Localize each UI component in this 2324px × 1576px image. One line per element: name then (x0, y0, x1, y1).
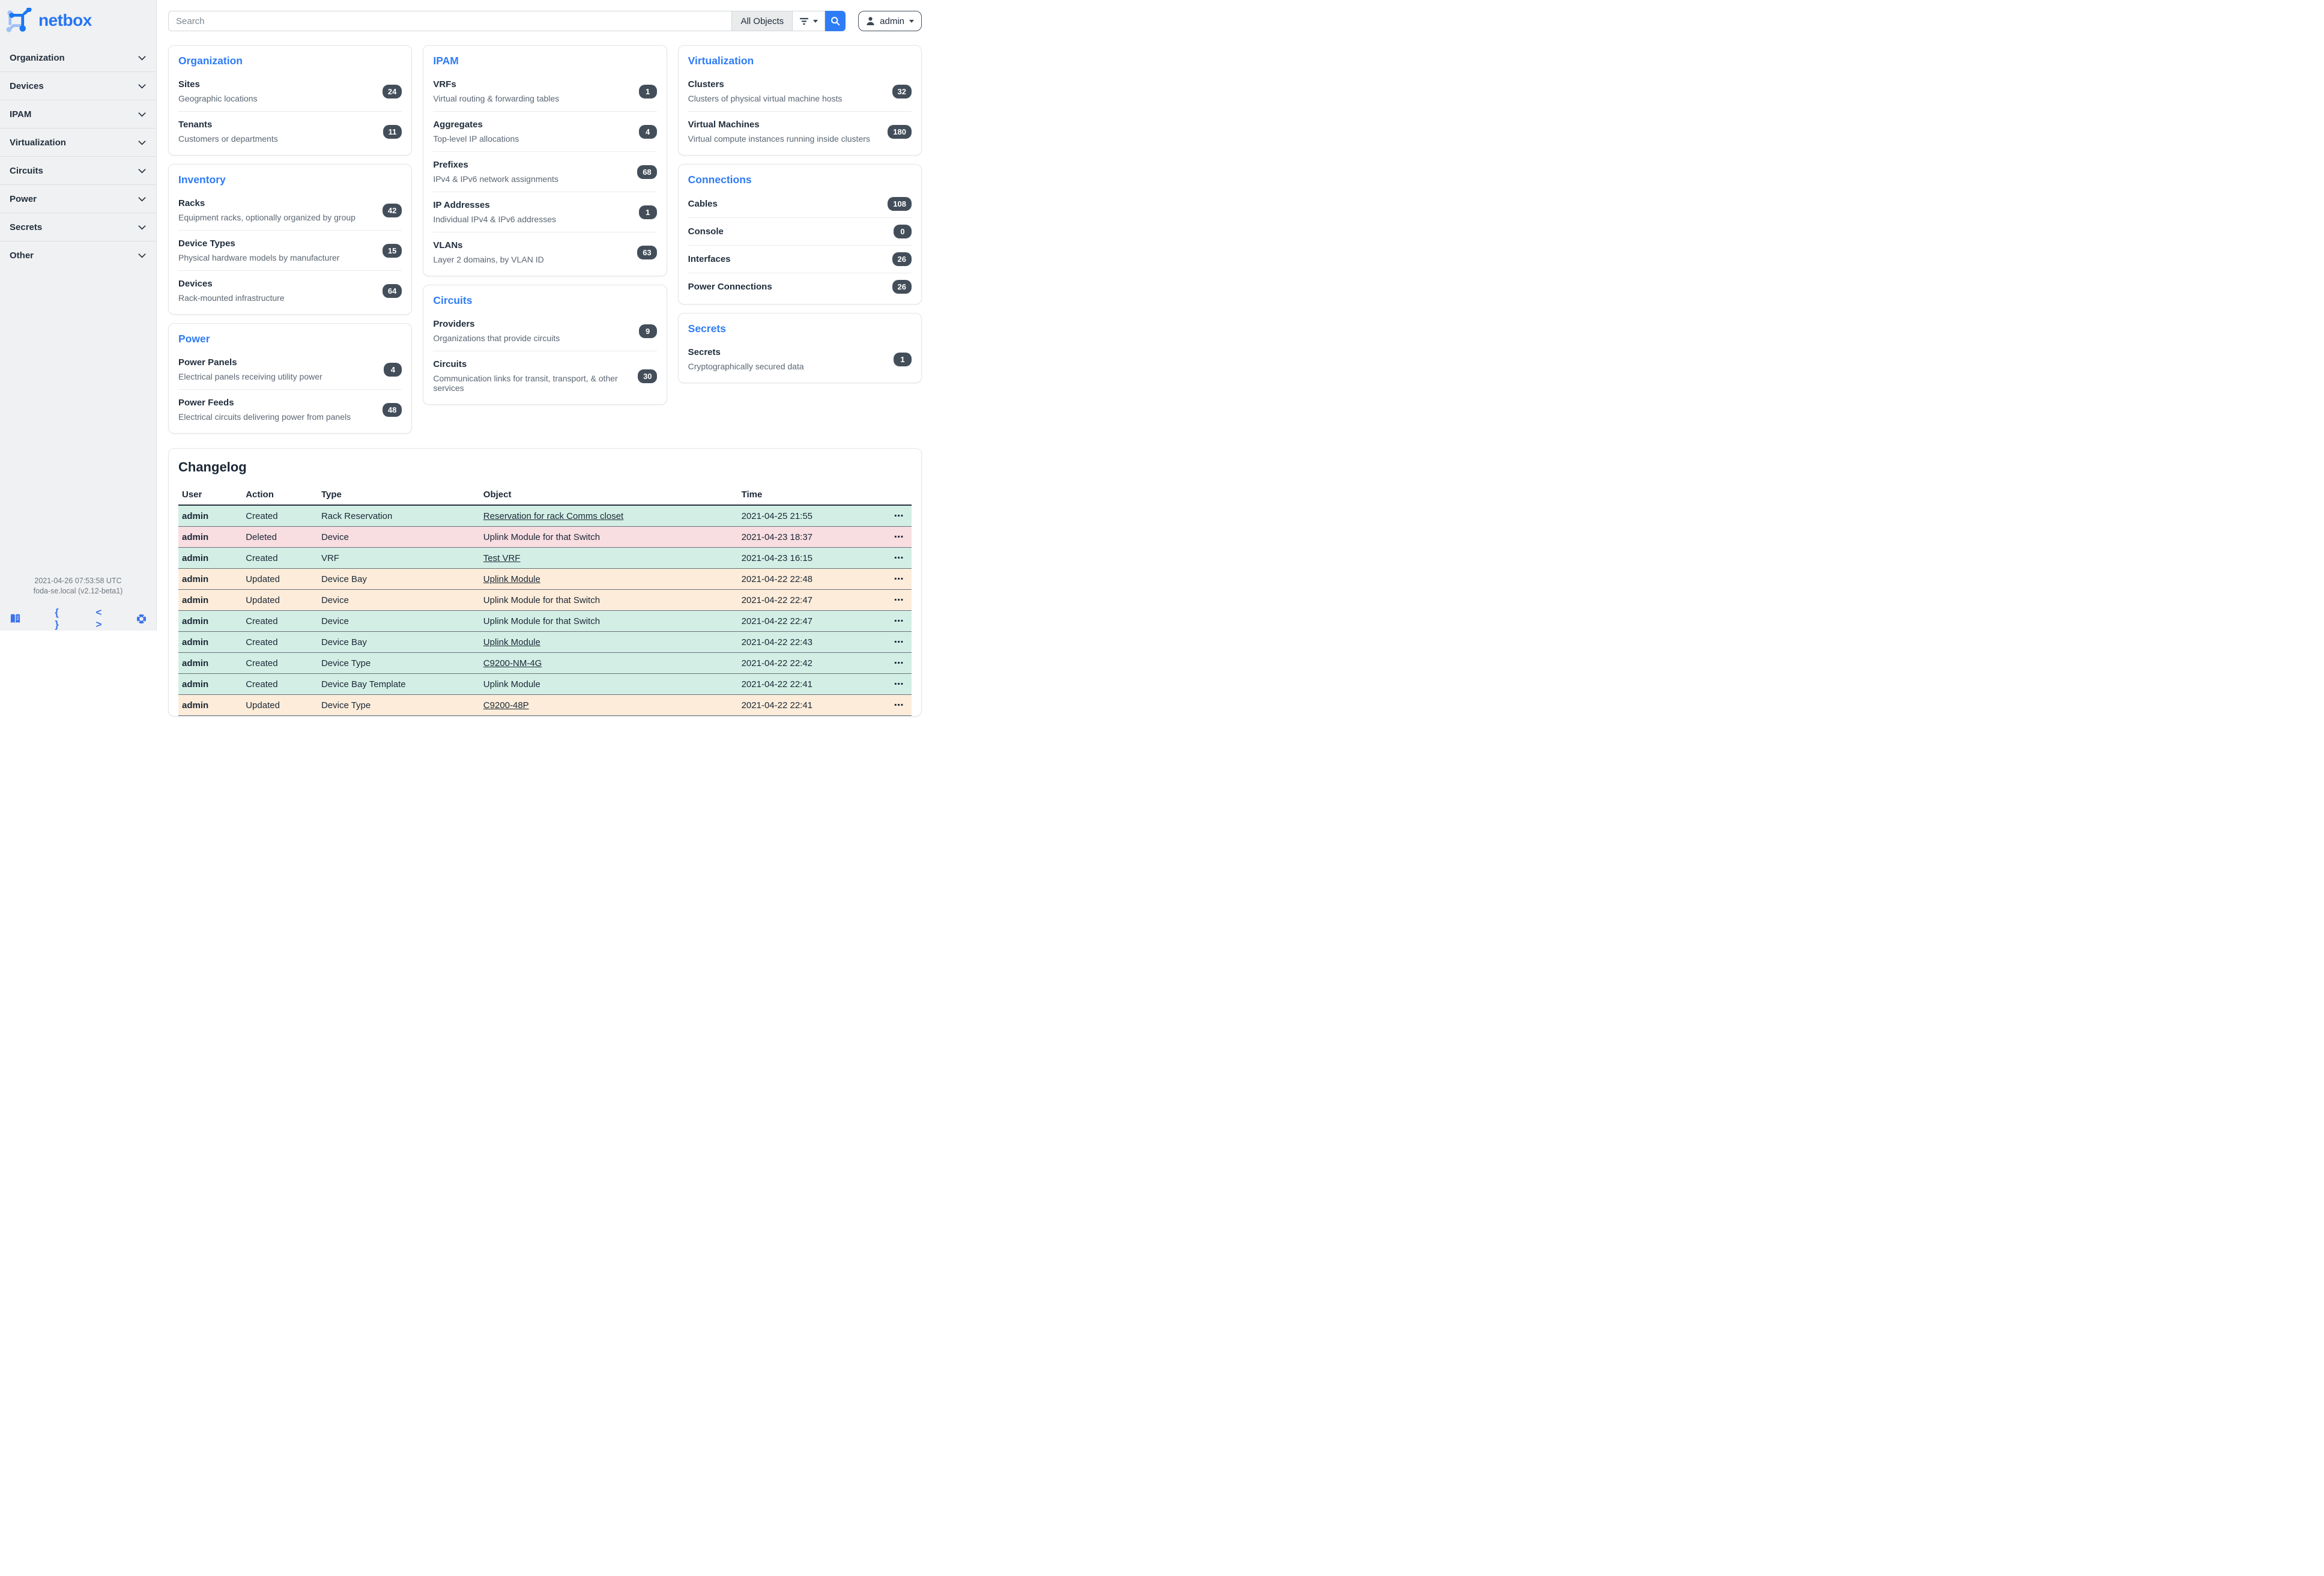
user-icon (866, 16, 875, 26)
list-item (178, 270, 402, 311)
panel-title: Power (178, 333, 210, 345)
sidebar-item-other[interactable] (0, 241, 156, 269)
panel-title: Secrets (688, 323, 726, 335)
filter-icon (799, 17, 809, 25)
changelog-action: Deleted (242, 527, 318, 548)
search-scope-button[interactable] (731, 11, 793, 31)
item-link-racks[interactable]: Racks (178, 198, 205, 208)
server-host-version: foda-se.local (v2.12-beta1) (33, 587, 123, 596)
changelog-action: Created (242, 632, 318, 653)
item-description: Virtual routing & forwarding tables (433, 94, 560, 103)
changelog-user: admin (178, 527, 242, 548)
chevron-down-icon (138, 223, 147, 232)
changelog-action: Created (242, 653, 318, 674)
sidebar-item-label: Organization (10, 52, 65, 63)
list-item (178, 190, 402, 230)
panel-circuits (423, 285, 667, 405)
count-badge[interactable]: 4 (639, 125, 657, 139)
changelog-action: Created (242, 674, 318, 695)
item-link-cables[interactable]: Cables (688, 199, 718, 209)
changelog-action: Created (242, 548, 318, 569)
changelog-type: Device Type (318, 695, 480, 716)
logo-text: netbox (38, 11, 92, 29)
count-badge[interactable]: 30 (638, 369, 657, 383)
sidebar (0, 0, 157, 631)
row-menu-button[interactable]: ⋯ (886, 632, 912, 653)
panel-ipam (423, 45, 667, 276)
panel-title: Connections (688, 174, 752, 186)
changelog-type: Device Bay (318, 569, 480, 590)
list-item (178, 111, 402, 151)
chevron-down-icon (138, 251, 147, 260)
list-item (433, 192, 656, 232)
sidebar-item-ipam[interactable] (0, 100, 156, 129)
changelog-panel (168, 448, 922, 717)
changelog-object-text: Uplink Module for that Switch (483, 532, 601, 542)
changelog-time: 2021-04-25 21:55 (738, 505, 886, 527)
list-item (178, 230, 402, 270)
row-menu-button[interactable]: ⋯ (886, 653, 912, 674)
count-badge[interactable]: 1 (639, 85, 657, 98)
item-link-secrets[interactable]: Secrets (688, 347, 721, 357)
sidebar-item-label: Power (10, 193, 37, 204)
row-menu-button[interactable]: ⋯ (886, 527, 912, 548)
count-badge[interactable]: 48 (383, 403, 402, 417)
item-link-vlans[interactable]: VLANs (433, 240, 463, 250)
panel-connections (678, 164, 922, 305)
count-badge[interactable]: 0 (894, 225, 912, 238)
list-item (688, 217, 912, 245)
sidebar-item-label: Circuits (10, 165, 43, 176)
topbar (168, 11, 922, 31)
item-link-virtual-machines[interactable]: Virtual Machines (688, 120, 760, 130)
changelog-row (178, 674, 912, 695)
panel-title: Inventory (178, 174, 226, 186)
list-item (433, 311, 656, 351)
dashboard-column-3 (678, 45, 922, 383)
changelog-time: 2021-04-22 22:42 (738, 653, 886, 674)
changelog-time: 2021-04-22 22:47 (738, 590, 886, 611)
changelog-table (178, 485, 912, 716)
changelog-object-link[interactable]: C9200-48P (483, 700, 529, 711)
sidebar-nav (0, 44, 156, 269)
caret-down-icon (909, 20, 914, 23)
changelog-object-text: Uplink Module (483, 679, 540, 690)
netbox-logo[interactable] (0, 0, 156, 39)
search-bar (168, 11, 846, 31)
caret-down-icon (813, 20, 818, 23)
changelog-time: 2021-04-23 16:15 (738, 548, 886, 569)
column-header-type: Type (318, 485, 480, 505)
search-input[interactable] (168, 11, 731, 31)
sidebar-item-label: Secrets (10, 222, 43, 232)
search-icon (831, 16, 840, 26)
item-link-vrfs[interactable]: VRFs (433, 79, 456, 89)
item-description: Equipment racks, optionally organized by group (178, 213, 356, 222)
item-description: Clusters of physical virtual machine hosts (688, 94, 843, 103)
item-link-circuits[interactable]: Circuits (433, 359, 467, 369)
changelog-user: admin (178, 548, 242, 569)
count-badge[interactable]: 26 (892, 280, 912, 294)
item-description: IPv4 & IPv6 network assignments (433, 174, 558, 184)
item-link-device-types[interactable]: Device Types (178, 238, 235, 249)
chevron-down-icon (138, 110, 147, 119)
list-item (433, 71, 656, 111)
column-header-time: Time (738, 485, 886, 505)
main-content (156, 0, 930, 717)
sidebar-item-circuits[interactable] (0, 157, 156, 185)
item-description: Physical hardware models by manufacturer (178, 253, 340, 262)
rest-api-braces-icon[interactable]: { } (55, 607, 59, 630)
panel-power (168, 323, 412, 434)
panel-virtualization (678, 45, 922, 156)
netbox-logo-icon (5, 8, 33, 33)
count-badge[interactable]: 26 (892, 252, 912, 266)
count-badge[interactable]: 32 (892, 85, 912, 98)
changelog-type: VRF (318, 548, 480, 569)
count-badge[interactable]: 64 (383, 284, 402, 298)
changelog-time: 2021-04-23 18:37 (738, 527, 886, 548)
item-description: Individual IPv4 & IPv6 addresses (433, 214, 556, 224)
item-link-power-feeds[interactable]: Power Feeds (178, 398, 234, 408)
changelog-object-link[interactable]: Uplink Module (483, 574, 540, 584)
row-menu-button[interactable]: ⋯ (886, 611, 912, 632)
changelog-object-link[interactable]: Test VRF (483, 553, 521, 563)
dashboard-column-2 (423, 45, 667, 405)
changelog-user: admin (178, 674, 242, 695)
count-badge[interactable]: 1 (894, 353, 912, 366)
changelog-user: admin (178, 695, 242, 716)
changelog-time: 2021-04-22 22:48 (738, 569, 886, 590)
sidebar-item-label: Other (10, 250, 34, 261)
row-menu-button[interactable]: ⋯ (886, 569, 912, 590)
changelog-title: Changelog (178, 459, 247, 474)
changelog-type: Device (318, 590, 480, 611)
changelog-action: Created (242, 505, 318, 527)
docs-book-icon[interactable] (9, 613, 21, 625)
changelog-user: admin (178, 569, 242, 590)
item-link-tenants[interactable]: Tenants (178, 120, 213, 130)
changelog-action: Updated (242, 695, 318, 716)
panel-inventory (168, 164, 412, 315)
sidebar-item-devices[interactable] (0, 72, 156, 100)
dashboard-grid (168, 45, 922, 434)
item-link-aggregates[interactable]: Aggregates (433, 120, 483, 130)
help-lifering-icon[interactable] (135, 613, 147, 625)
changelog-row (178, 611, 912, 632)
sidebar-item-label: Virtualization (10, 137, 66, 148)
column-header-object: Object (480, 485, 738, 505)
source-code-icon[interactable]: < > (95, 607, 103, 630)
changelog-type: Rack Reservation (318, 505, 480, 527)
changelog-type: Device (318, 527, 480, 548)
changelog-row (178, 653, 912, 674)
list-item (433, 351, 656, 401)
panel-title: Organization (178, 55, 243, 67)
panel-title: Virtualization (688, 55, 754, 67)
changelog-object-link[interactable]: Reservation for rack Comms closet (483, 511, 624, 521)
changelog-header-row (178, 485, 912, 505)
changelog-row (178, 548, 912, 569)
changelog-action: Created (242, 611, 318, 632)
sidebar-item-organization[interactable] (0, 44, 156, 72)
item-link-sites[interactable]: Sites (178, 79, 200, 89)
count-badge[interactable]: 11 (383, 125, 402, 139)
changelog-type: Device Type (318, 653, 480, 674)
changelog-object-text: Uplink Module for that Switch (483, 595, 601, 605)
count-badge[interactable]: 68 (637, 165, 656, 179)
chevron-down-icon (138, 53, 147, 62)
list-item (688, 273, 912, 300)
item-link-console[interactable]: Console (688, 226, 724, 237)
changelog-time: 2021-04-22 22:41 (738, 695, 886, 716)
count-badge[interactable]: 24 (383, 85, 402, 98)
list-item (433, 151, 656, 192)
search-filter-dropdown[interactable] (793, 11, 825, 31)
list-item (178, 71, 402, 111)
panel-organization (168, 45, 412, 156)
item-link-prefixes[interactable]: Prefixes (433, 160, 468, 170)
changelog-action: Updated (242, 569, 318, 590)
sidebar-item-secrets[interactable] (0, 213, 156, 241)
changelog-time: 2021-04-22 22:43 (738, 632, 886, 653)
count-badge[interactable]: 63 (637, 246, 656, 259)
sidebar-footer (0, 576, 156, 631)
changelog-row (178, 569, 912, 590)
item-link-power-panels[interactable]: Power Panels (178, 357, 237, 368)
changelog-user: admin (178, 653, 242, 674)
count-badge[interactable]: 4 (384, 363, 402, 377)
list-item (688, 245, 912, 273)
count-badge[interactable]: 9 (639, 324, 657, 338)
changelog-type: Device Bay Template (318, 674, 480, 695)
item-description: Electrical panels receiving utility power (178, 372, 322, 381)
chevron-down-icon (138, 138, 147, 147)
sidebar-item-power[interactable] (0, 185, 156, 213)
item-link-providers[interactable]: Providers (433, 319, 475, 329)
sidebar-item-label: IPAM (10, 109, 32, 120)
search-submit-button[interactable] (825, 11, 846, 31)
changelog-row (178, 590, 912, 611)
list-item (688, 71, 912, 111)
changelog-type: Device (318, 611, 480, 632)
chevron-down-icon (138, 195, 147, 204)
list-item (688, 190, 912, 217)
item-link-devices[interactable]: Devices (178, 279, 213, 289)
changelog-time: 2021-04-22 22:41 (738, 674, 886, 695)
item-description: Layer 2 domains, by VLAN ID (433, 255, 544, 264)
item-description: Organizations that provide circuits (433, 333, 560, 343)
dashboard-column-1 (168, 45, 412, 434)
changelog-row (178, 695, 912, 716)
item-link-power-connections[interactable]: Power Connections (688, 282, 772, 292)
item-description: Geographic locations (178, 94, 258, 103)
item-description: Communication links for transit, transport, & other services (433, 374, 618, 393)
sidebar-item-virtualization[interactable] (0, 129, 156, 157)
column-header-action: Action (242, 485, 318, 505)
item-link-clusters[interactable]: Clusters (688, 79, 724, 89)
panel-title: Circuits (433, 294, 473, 306)
row-menu-button[interactable]: ⋯ (886, 674, 912, 695)
changelog-user: admin (178, 632, 242, 653)
chevron-down-icon (138, 166, 147, 175)
changelog-row (178, 632, 912, 653)
user-name: admin (880, 16, 904, 26)
list-item (688, 339, 912, 379)
changelog-object-text: Uplink Module for that Switch (483, 616, 601, 626)
list-item (688, 111, 912, 151)
chevron-down-icon (138, 82, 147, 91)
list-item (433, 111, 656, 151)
list-item (178, 350, 402, 389)
row-menu-button[interactable]: ⋯ (886, 548, 912, 569)
user-menu-button[interactable] (858, 11, 922, 31)
item-link-ip-addresses[interactable]: IP Addresses (433, 200, 490, 210)
row-menu-button[interactable]: ⋯ (886, 695, 912, 716)
row-menu-button[interactable]: ⋯ (886, 505, 912, 527)
changelog-object-link[interactable]: C9200-NM-4G (483, 658, 542, 668)
panel-secrets (678, 313, 922, 383)
item-description: Virtual compute instances running inside clusters (688, 134, 870, 144)
item-description: Top-level IP allocations (433, 134, 519, 144)
changelog-user: admin (178, 505, 242, 527)
changelog-type: Device Bay (318, 632, 480, 653)
column-header-user: User (178, 485, 242, 505)
search-scope-label: All Objects (740, 16, 784, 26)
changelog-row (178, 505, 912, 527)
changelog-time: 2021-04-22 22:47 (738, 611, 886, 632)
count-badge[interactable]: 108 (888, 197, 912, 211)
count-badge[interactable]: 15 (383, 244, 402, 258)
changelog-object-link[interactable]: Uplink Module (483, 637, 540, 647)
count-badge[interactable]: 42 (383, 204, 402, 217)
sidebar-item-label: Devices (10, 80, 44, 91)
list-item (178, 389, 402, 429)
list-item (433, 232, 656, 272)
row-menu-button[interactable]: ⋯ (886, 590, 912, 611)
item-description: Rack-mounted infrastructure (178, 293, 285, 303)
server-timestamp: 2021-04-26 07:53:58 UTC (34, 577, 122, 586)
count-badge[interactable]: 1 (639, 205, 657, 219)
changelog-action: Updated (242, 590, 318, 611)
item-description: Cryptographically secured data (688, 362, 804, 371)
changelog-user: admin (178, 590, 242, 611)
changelog-user: admin (178, 611, 242, 632)
panel-title: IPAM (433, 55, 459, 67)
item-link-interfaces[interactable]: Interfaces (688, 254, 731, 264)
changelog-row (178, 527, 912, 548)
count-badge[interactable]: 180 (888, 125, 912, 139)
item-description: Electrical circuits delivering power from panels (178, 412, 351, 422)
item-description: Customers or departments (178, 134, 278, 144)
column-header-menu (886, 485, 912, 505)
